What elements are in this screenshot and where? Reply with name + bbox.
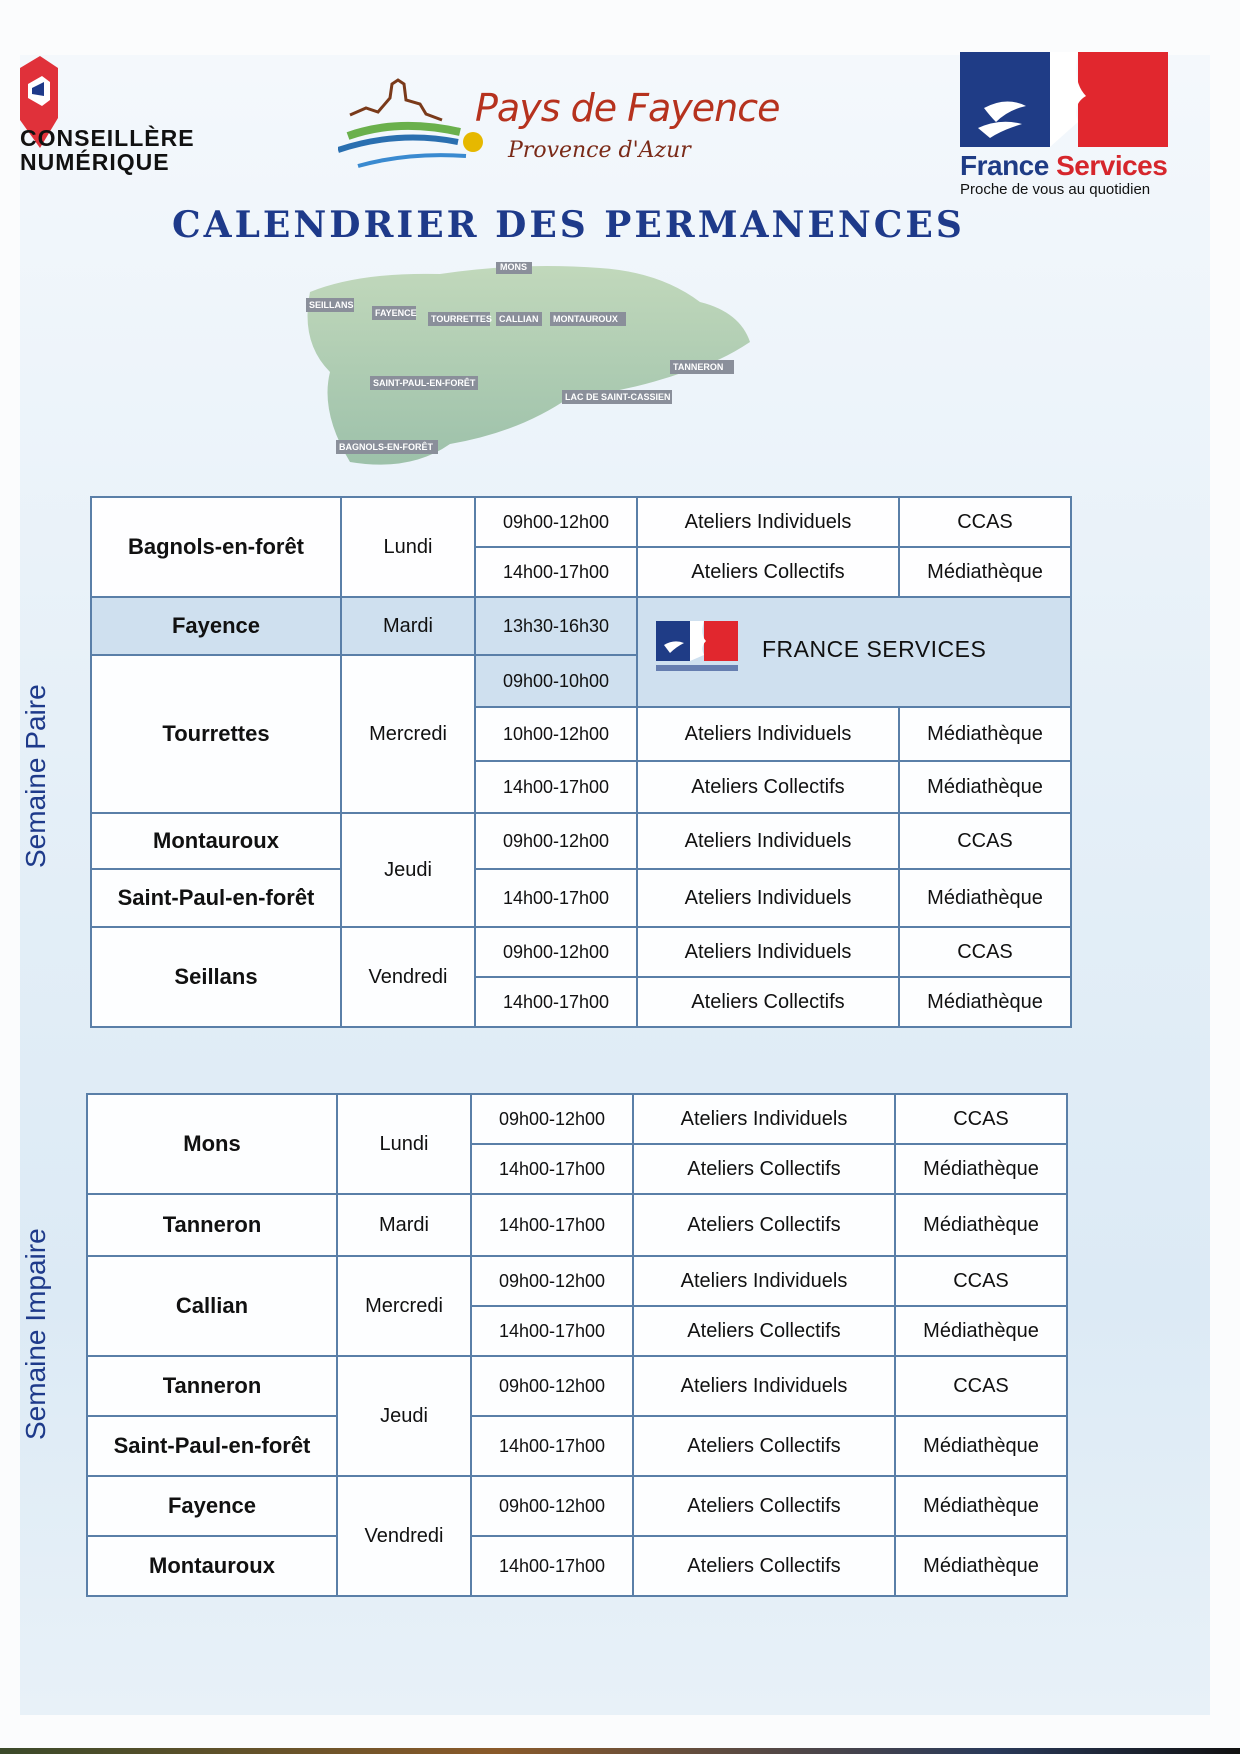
table-row	[87, 1476, 1067, 1536]
time-cell: 14h00-17h00	[471, 1194, 633, 1256]
place-cell: CCAS	[895, 1256, 1067, 1306]
place-cell: Médiathèque	[899, 761, 1071, 813]
table-row	[87, 1536, 1067, 1596]
cn-line2: NUMÉRIQUE	[20, 149, 170, 175]
day-cell: Mardi	[341, 597, 475, 655]
activity-cell: Ateliers Collectifs	[633, 1476, 895, 1536]
place-cell: Médiathèque	[895, 1416, 1067, 1476]
city-cell: Saint-Paul-en-forêt	[91, 869, 341, 927]
place-cell: Médiathèque	[895, 1194, 1067, 1256]
map-label-callian: CALLIAN	[499, 314, 539, 324]
place-cell: CCAS	[895, 1094, 1067, 1144]
city-cell: Bagnols-en-forêt	[91, 497, 341, 597]
map-label-seillans: SEILLANS	[309, 300, 354, 310]
france-services-tagline: Proche de vous au quotidien	[960, 181, 1151, 198]
day-cell: Vendredi	[341, 927, 475, 1027]
activity-cell: Ateliers Individuels	[633, 1256, 895, 1306]
day-cell: Vendredi	[337, 1476, 471, 1596]
activity-cell: Ateliers Individuels	[637, 707, 899, 761]
map-label-mons: MONS	[500, 262, 527, 272]
map-label-fayence: FAYENCE	[375, 308, 417, 318]
time-cell: 14h00-17h00	[475, 977, 637, 1027]
time-cell: 09h00-12h00	[471, 1476, 633, 1536]
activity-cell: Ateliers Collectifs	[633, 1306, 895, 1356]
activity-cell: Ateliers Individuels	[633, 1356, 895, 1416]
semaine-impaire-label: Semaine Impaire	[20, 1228, 51, 1440]
time-cell: 09h00-12h00	[471, 1256, 633, 1306]
table-row	[87, 1094, 1067, 1144]
day-cell: Jeudi	[337, 1356, 471, 1476]
france-services-label: FRANCE SERVICES	[762, 635, 987, 662]
france-services-small-icon	[656, 621, 738, 677]
time-cell: 14h00-17h00	[471, 1306, 633, 1356]
territory-map	[300, 262, 800, 487]
activity-cell: Ateliers Collectifs	[637, 977, 899, 1027]
day-cell: Mercredi	[341, 655, 475, 813]
table-row	[87, 1356, 1067, 1416]
table-row	[87, 1416, 1067, 1476]
france-services-title	[960, 150, 1167, 182]
semaine-paire-label: Semaine Paire	[20, 684, 51, 868]
conseillere-numerique-text	[20, 126, 195, 174]
time-cell: 14h00-17h00	[471, 1536, 633, 1596]
place-cell: Médiathèque	[899, 977, 1071, 1027]
time-cell: 09h00-12h00	[471, 1356, 633, 1416]
place-cell: CCAS	[899, 927, 1071, 977]
schedule-table-impaire	[86, 1093, 1068, 1597]
city-cell: Fayence	[87, 1476, 337, 1536]
map-label-montauroux: MONTAUROUX	[553, 314, 618, 324]
table-row	[91, 597, 1071, 655]
france-services-cell	[637, 597, 1071, 707]
time-cell: 14h00-17h00	[471, 1416, 633, 1476]
day-cell: Mercredi	[337, 1256, 471, 1356]
pays-de-fayence-title: Pays de Fayence	[475, 86, 780, 130]
place-cell: CCAS	[895, 1356, 1067, 1416]
activity-cell: Ateliers Collectifs	[637, 761, 899, 813]
place-cell: Médiathèque	[895, 1536, 1067, 1596]
time-cell: 13h30-16h30	[475, 597, 637, 655]
table-row	[87, 1194, 1067, 1256]
time-cell: 09h00-10h00	[475, 655, 637, 707]
place-cell: Médiathèque	[899, 547, 1071, 597]
city-cell: Montauroux	[91, 813, 341, 869]
activity-cell: Ateliers Collectifs	[633, 1194, 895, 1256]
bottom-scan-strip	[0, 1748, 1240, 1754]
time-cell: 14h00-17h00	[475, 547, 637, 597]
time-cell: 10h00-12h00	[475, 707, 637, 761]
city-cell: Tanneron	[87, 1356, 337, 1416]
time-cell: 14h00-17h00	[475, 869, 637, 927]
activity-cell: Ateliers Collectifs	[637, 547, 899, 597]
activity-cell: Ateliers Collectifs	[633, 1416, 895, 1476]
place-cell: Médiathèque	[895, 1306, 1067, 1356]
city-cell: Saint-Paul-en-forêt	[87, 1416, 337, 1476]
fs-title-b: Services	[1056, 150, 1168, 181]
page-title: CALENDRIER DES PERMANENCES	[172, 204, 965, 246]
table-row	[87, 1256, 1067, 1306]
day-cell: Mardi	[337, 1194, 471, 1256]
map-label-tanneron: TANNERON	[673, 362, 724, 372]
place-cell: Médiathèque	[899, 707, 1071, 761]
time-cell: 09h00-12h00	[475, 813, 637, 869]
time-cell: 09h00-12h00	[471, 1094, 633, 1144]
city-cell: Fayence	[91, 597, 341, 655]
activity-cell: Ateliers Individuels	[637, 497, 899, 547]
activity-cell: Ateliers Individuels	[633, 1094, 895, 1144]
fs-title-a: France	[960, 150, 1049, 181]
table-row	[91, 869, 1071, 927]
place-cell: Médiathèque	[895, 1476, 1067, 1536]
day-cell: Lundi	[337, 1094, 471, 1194]
activity-cell: Ateliers Collectifs	[633, 1144, 895, 1194]
time-cell: 14h00-17h00	[475, 761, 637, 813]
cn-line1: CONSEILLÈRE	[20, 125, 195, 151]
city-cell: Montauroux	[87, 1536, 337, 1596]
schedule-table-paire	[90, 496, 1072, 1028]
day-cell: Lundi	[341, 497, 475, 597]
day-cell: Jeudi	[341, 813, 475, 927]
city-cell: Tourrettes	[91, 655, 341, 813]
map-label-bagnols: BAGNOLS-EN-FORÊT	[339, 442, 433, 452]
activity-cell: Ateliers Individuels	[637, 813, 899, 869]
city-cell: Mons	[87, 1094, 337, 1194]
map-label-lac-saint-cassien: LAC DE SAINT-CASSIEN	[565, 392, 671, 402]
place-cell: Médiathèque	[895, 1144, 1067, 1194]
place-cell: CCAS	[899, 497, 1071, 547]
time-cell: 09h00-12h00	[475, 927, 637, 977]
table-row	[91, 497, 1071, 547]
map-label-saint-paul: SAINT-PAUL-EN-FORÊT	[373, 378, 476, 388]
time-cell: 09h00-12h00	[475, 497, 637, 547]
place-cell: CCAS	[899, 813, 1071, 869]
time-cell: 14h00-17h00	[471, 1144, 633, 1194]
city-cell: Tanneron	[87, 1194, 337, 1256]
city-cell: Callian	[87, 1256, 337, 1356]
table-row	[91, 927, 1071, 977]
city-cell: Seillans	[91, 927, 341, 1027]
table-row	[91, 813, 1071, 869]
activity-cell: Ateliers Individuels	[637, 869, 899, 927]
activity-cell: Ateliers Individuels	[637, 927, 899, 977]
place-cell: Médiathèque	[899, 869, 1071, 927]
map-label-tourrettes: TOURRETTES	[431, 314, 492, 324]
france-services-marianne-icon	[960, 52, 1168, 147]
activity-cell: Ateliers Collectifs	[633, 1536, 895, 1596]
pays-de-fayence-subtitle: Provence d'Azur	[508, 138, 691, 163]
